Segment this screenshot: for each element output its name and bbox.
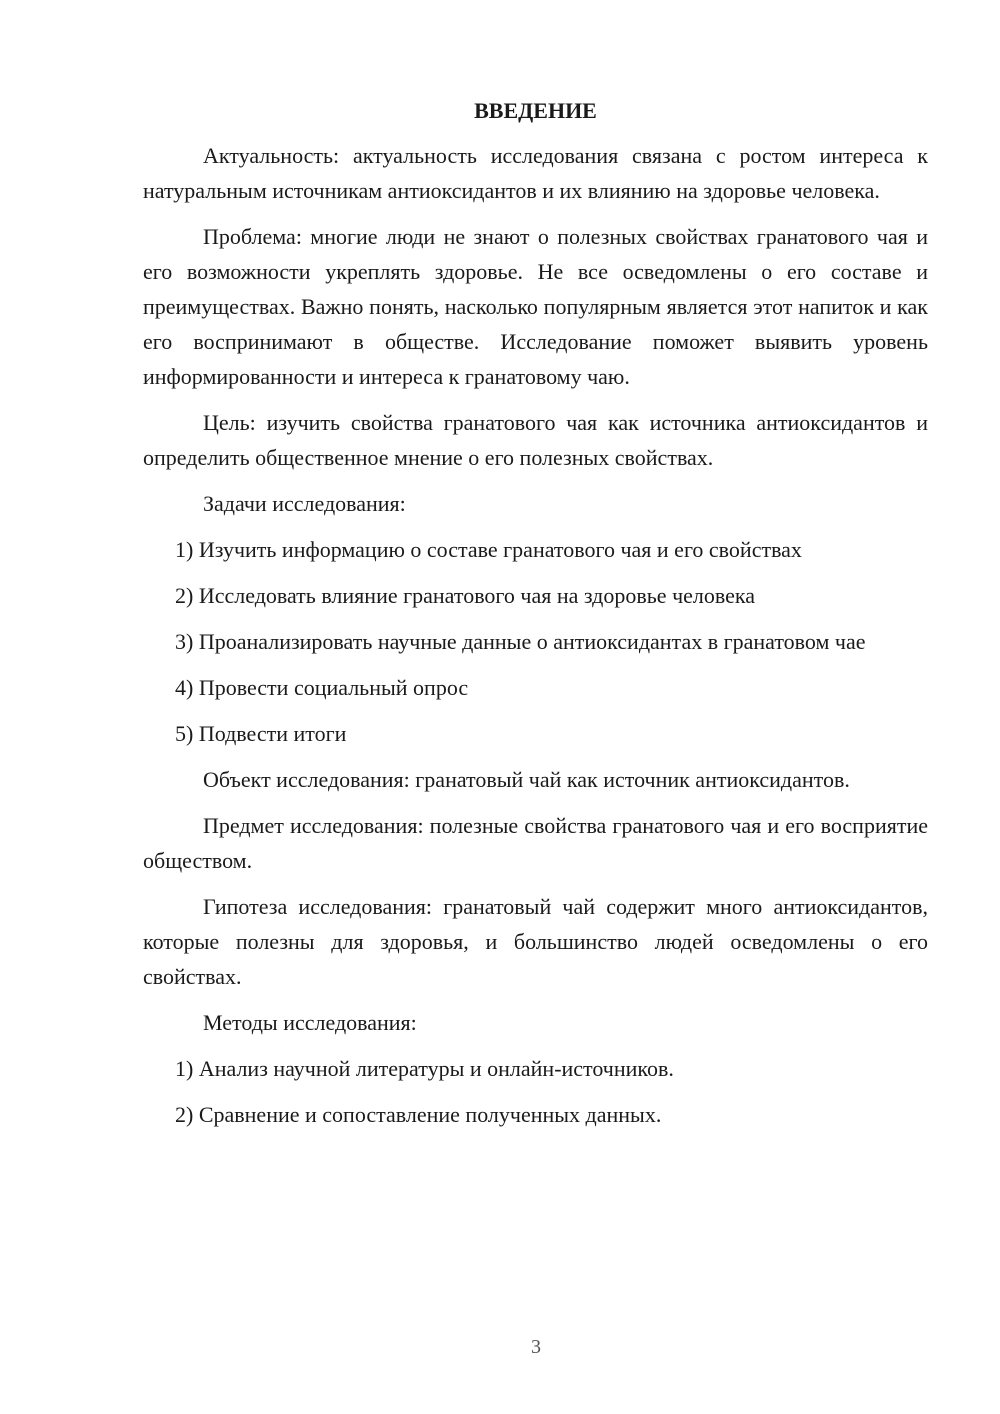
methods-list [143,1051,928,1132]
methods-heading: Методы исследования: [203,1010,417,1035]
list-item: 1) Изучить информацию о составе гранатового чая и его свойствах [175,537,802,562]
list-item: 2) Исследовать влияние гранатового чая на здоровье человека [175,583,756,608]
tasks-heading: Задачи исследования: [203,491,406,516]
page-content [143,96,928,1143]
list-item: 4) Провести социальный опрос [175,675,469,700]
section-title: ВВЕДЕНИЕ [474,98,597,123]
tasks-list [143,532,928,751]
list-item: 5) Подвести итоги [175,721,347,746]
list-item: 1) Анализ научной литературы и онлайн-источников. [175,1056,674,1081]
list-item: 2) Сравнение и сопоставление полученных данных. [175,1102,662,1127]
problem-paragraph: Проблема: многие люди не знают о полезных свойствах гранатового чая и его возможности укреплять здоровье. Не все осведомлены о его составе и преимуществах. Важно понять, насколько популярным является этот напиток и как его воспринимают в обществе. Исследование поможет выявить уровень информированности и интереса к гранатовому чаю. [143,224,928,389]
page-number: 3 [531,1336,541,1358]
relevance-paragraph: Актуальность: актуальность исследования связана с ростом интереса к натуральным источникам антиоксидантов и их влиянию на здоровье человека. [143,143,928,203]
hypothesis-paragraph: Гипотеза исследования: гранатовый чай содержит много антиоксидантов, которые полезны для здоровья, и большинство людей осведомлены о его свойствах. [143,894,928,989]
goal-paragraph: Цель: изучить свойства гранатового чая как источника антиоксидантов и определить общественное мнение о его полезных свойствах. [143,410,928,470]
list-item: 3) Проанализировать научные данные о антиоксидантах в гранатовом чае [175,629,866,654]
object-paragraph: Объект исследования: гранатовый чай как источник антиоксидантов. [203,767,850,792]
subject-paragraph: Предмет исследования: полезные свойства гранатового чая и его восприятие обществом. [143,813,928,873]
